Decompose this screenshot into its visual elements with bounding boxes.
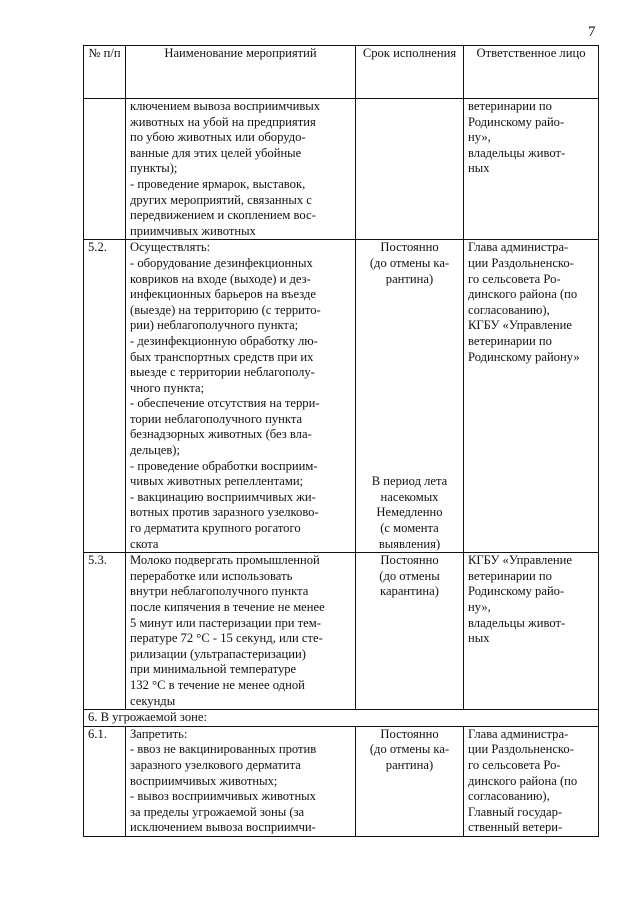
- text-line: Главный государ-: [468, 804, 563, 819]
- text-line: (до отмены ка-: [369, 742, 450, 757]
- cell-num: 5.3.: [84, 553, 126, 710]
- text-line: после кипячения в течение не менее: [130, 600, 325, 614]
- text-line: го сельсовета Ро-: [468, 271, 561, 286]
- text-line: го сельсовета Ро-: [468, 757, 561, 772]
- text-line: - проведение обработки восприим-: [130, 458, 318, 473]
- text-line: В период лета: [371, 474, 448, 489]
- text-line: - обеспечение отсутствия на терри-: [130, 396, 320, 411]
- text-line: владельцы живот-: [468, 615, 566, 630]
- text-line: выезде с территории неблагополу-: [130, 365, 315, 380]
- section-title: 6. В угрожаемой зоне:: [84, 710, 599, 727]
- text-line: восприимчивых животных;: [130, 773, 278, 788]
- cell-term: [356, 99, 464, 240]
- cell-num: 6.1.: [84, 726, 126, 836]
- text-line: - дезинфекционную обработку лю-: [130, 333, 318, 348]
- measures-table: [83, 45, 599, 837]
- text-line: инфекционных барьеров на въезде: [130, 287, 316, 302]
- table-row-5-2: [84, 240, 599, 553]
- text-line: Глава администра-: [468, 240, 569, 255]
- text-line: ключением вывоза восприимчивых: [130, 99, 321, 113]
- text-line: динского района (по: [468, 773, 578, 788]
- header-name: Наименование мероприятий: [126, 46, 356, 99]
- text-line: ных: [468, 631, 490, 646]
- text-line: (с момента: [380, 520, 439, 535]
- text-line: заразного узелкового дерматита: [130, 757, 301, 772]
- cell-name: [126, 726, 356, 836]
- text-line: КГБУ «Управление: [468, 553, 572, 568]
- text-line: Родинскому райо-: [468, 114, 565, 129]
- term-spacer: [360, 287, 459, 474]
- text-line: ковриков на входе (выходе) и дез-: [130, 271, 311, 286]
- text-line: - вывоз восприимчивых животных: [130, 789, 316, 804]
- text-line: дельцев);: [130, 443, 180, 458]
- cell-responsible: [464, 726, 599, 836]
- cell-name: [126, 553, 356, 710]
- term-block-insects: [360, 474, 459, 552]
- text-line: пературе 72 °С - 15 секунд, или сте-: [130, 631, 323, 646]
- text-line: секунды: [130, 693, 176, 708]
- text-line: согласованию),: [468, 302, 550, 317]
- cell-term: [356, 240, 464, 553]
- text-line: при минимальной температуре: [130, 662, 297, 677]
- text-line: 5 минут или пастеризации при тем-: [130, 615, 321, 630]
- text-line: безнадзорных животных (без вла-: [130, 427, 312, 442]
- text-line: владельцы живот-: [468, 145, 566, 160]
- text-line: рилизации (ультрапастеризации): [130, 646, 306, 661]
- text-line: скота: [130, 536, 159, 551]
- text-line: по убою животных или оборудо-: [130, 130, 306, 145]
- text-line: Постоянно: [380, 240, 439, 255]
- text-line: Постоянно: [380, 553, 439, 568]
- text-line: Родинскому району»: [468, 349, 580, 364]
- page-number: 7: [588, 24, 596, 40]
- section-row-6: [84, 710, 599, 727]
- cell-term: [356, 553, 464, 710]
- text-line: чивых животных репеллентами;: [130, 474, 304, 489]
- text-line: ции Раздольненско-: [468, 255, 574, 270]
- text-line: ственный ветери-: [468, 820, 563, 835]
- cell-num: [84, 99, 126, 240]
- text-line: Родинскому райо-: [468, 584, 565, 599]
- text-line: насекомых: [380, 489, 439, 504]
- text-line: ну»,: [468, 600, 491, 614]
- table-row-continuation: [84, 99, 599, 240]
- text-line: (до отмены ка-: [369, 255, 450, 270]
- cell-responsible: [464, 99, 599, 240]
- text-line: 132 °С в течение не менее одной: [130, 677, 305, 692]
- text-line: го дерматита крупного рогатого: [130, 521, 301, 536]
- text-line: пункты);: [130, 161, 178, 176]
- text-line: ветеринарии по: [468, 99, 552, 113]
- text-line: Глава администра-: [468, 726, 569, 741]
- text-line: ванные для этих целей убойные: [130, 145, 302, 160]
- cell-name: [126, 240, 356, 553]
- text-line: - ввоз не вакцинированных против: [130, 742, 317, 757]
- cell-name: [126, 99, 356, 240]
- cell-num: 5.2.: [84, 240, 126, 553]
- text-line: рии) неблагополучного пункта;: [130, 318, 299, 333]
- header-num: № п/п: [84, 46, 126, 99]
- text-line: чного пункта;: [130, 380, 205, 395]
- text-line: за пределы угрожаемой зоны (за: [130, 804, 305, 819]
- text-line: переработке или использовать: [130, 568, 293, 583]
- text-line: рантина): [385, 271, 434, 286]
- table-header-row: [84, 46, 599, 99]
- text-line: исключением вывоза восприимчи-: [130, 820, 316, 835]
- text-line: Немедленно: [376, 505, 443, 520]
- cell-responsible: [464, 240, 599, 553]
- text-line: карантина): [380, 584, 439, 599]
- text-line: - оборудование дезинфекционных: [130, 255, 313, 270]
- table-row-5-3: [84, 553, 599, 710]
- term-block-permanent: [360, 240, 459, 287]
- text-line: приимчивых животных: [130, 223, 256, 238]
- text-line: Осуществлять:: [130, 240, 211, 255]
- header-responsible: Ответственное лицо: [464, 46, 599, 99]
- text-line: - вакцинацию восприимчивых жи-: [130, 489, 316, 504]
- text-line: ну»,: [468, 130, 491, 145]
- text-line: КГБУ «Управление: [468, 318, 572, 333]
- text-line: динского района (по: [468, 287, 578, 302]
- text-line: животных на убой на предприятия: [130, 114, 316, 129]
- text-line: внутри неблагополучного пункта: [130, 584, 309, 599]
- table-row-6-1: [84, 726, 599, 836]
- text-line: ветеринарии по: [468, 568, 552, 583]
- header-term: Срок исполнения: [356, 46, 464, 99]
- text-line: Молоко подвергать промышленной: [130, 553, 320, 568]
- text-line: ции Раздольненско-: [468, 742, 574, 757]
- text-line: Постоянно: [380, 726, 439, 741]
- text-line: других мероприятий, связанных с: [130, 192, 312, 207]
- cell-term: [356, 726, 464, 836]
- text-line: тории неблагополучного пункта: [130, 411, 303, 426]
- cell-responsible: [464, 553, 599, 710]
- text-line: Запретить:: [130, 726, 188, 741]
- text-line: (до отмены: [379, 568, 440, 583]
- text-line: рантина): [385, 757, 434, 772]
- text-line: вотных против заразного узелково-: [130, 505, 319, 520]
- text-line: ных: [468, 161, 490, 176]
- text-line: согласованию),: [468, 789, 550, 804]
- text-line: ветеринарии по: [468, 333, 552, 348]
- text-line: бых транспортных средств при их: [130, 349, 314, 364]
- text-line: (выезде) на территорию (с террито-: [130, 302, 321, 317]
- text-line: - проведение ярмарок, выставок,: [130, 176, 306, 191]
- text-line: выявления): [378, 536, 441, 551]
- text-line: передвижением и скоплением вос-: [130, 208, 316, 223]
